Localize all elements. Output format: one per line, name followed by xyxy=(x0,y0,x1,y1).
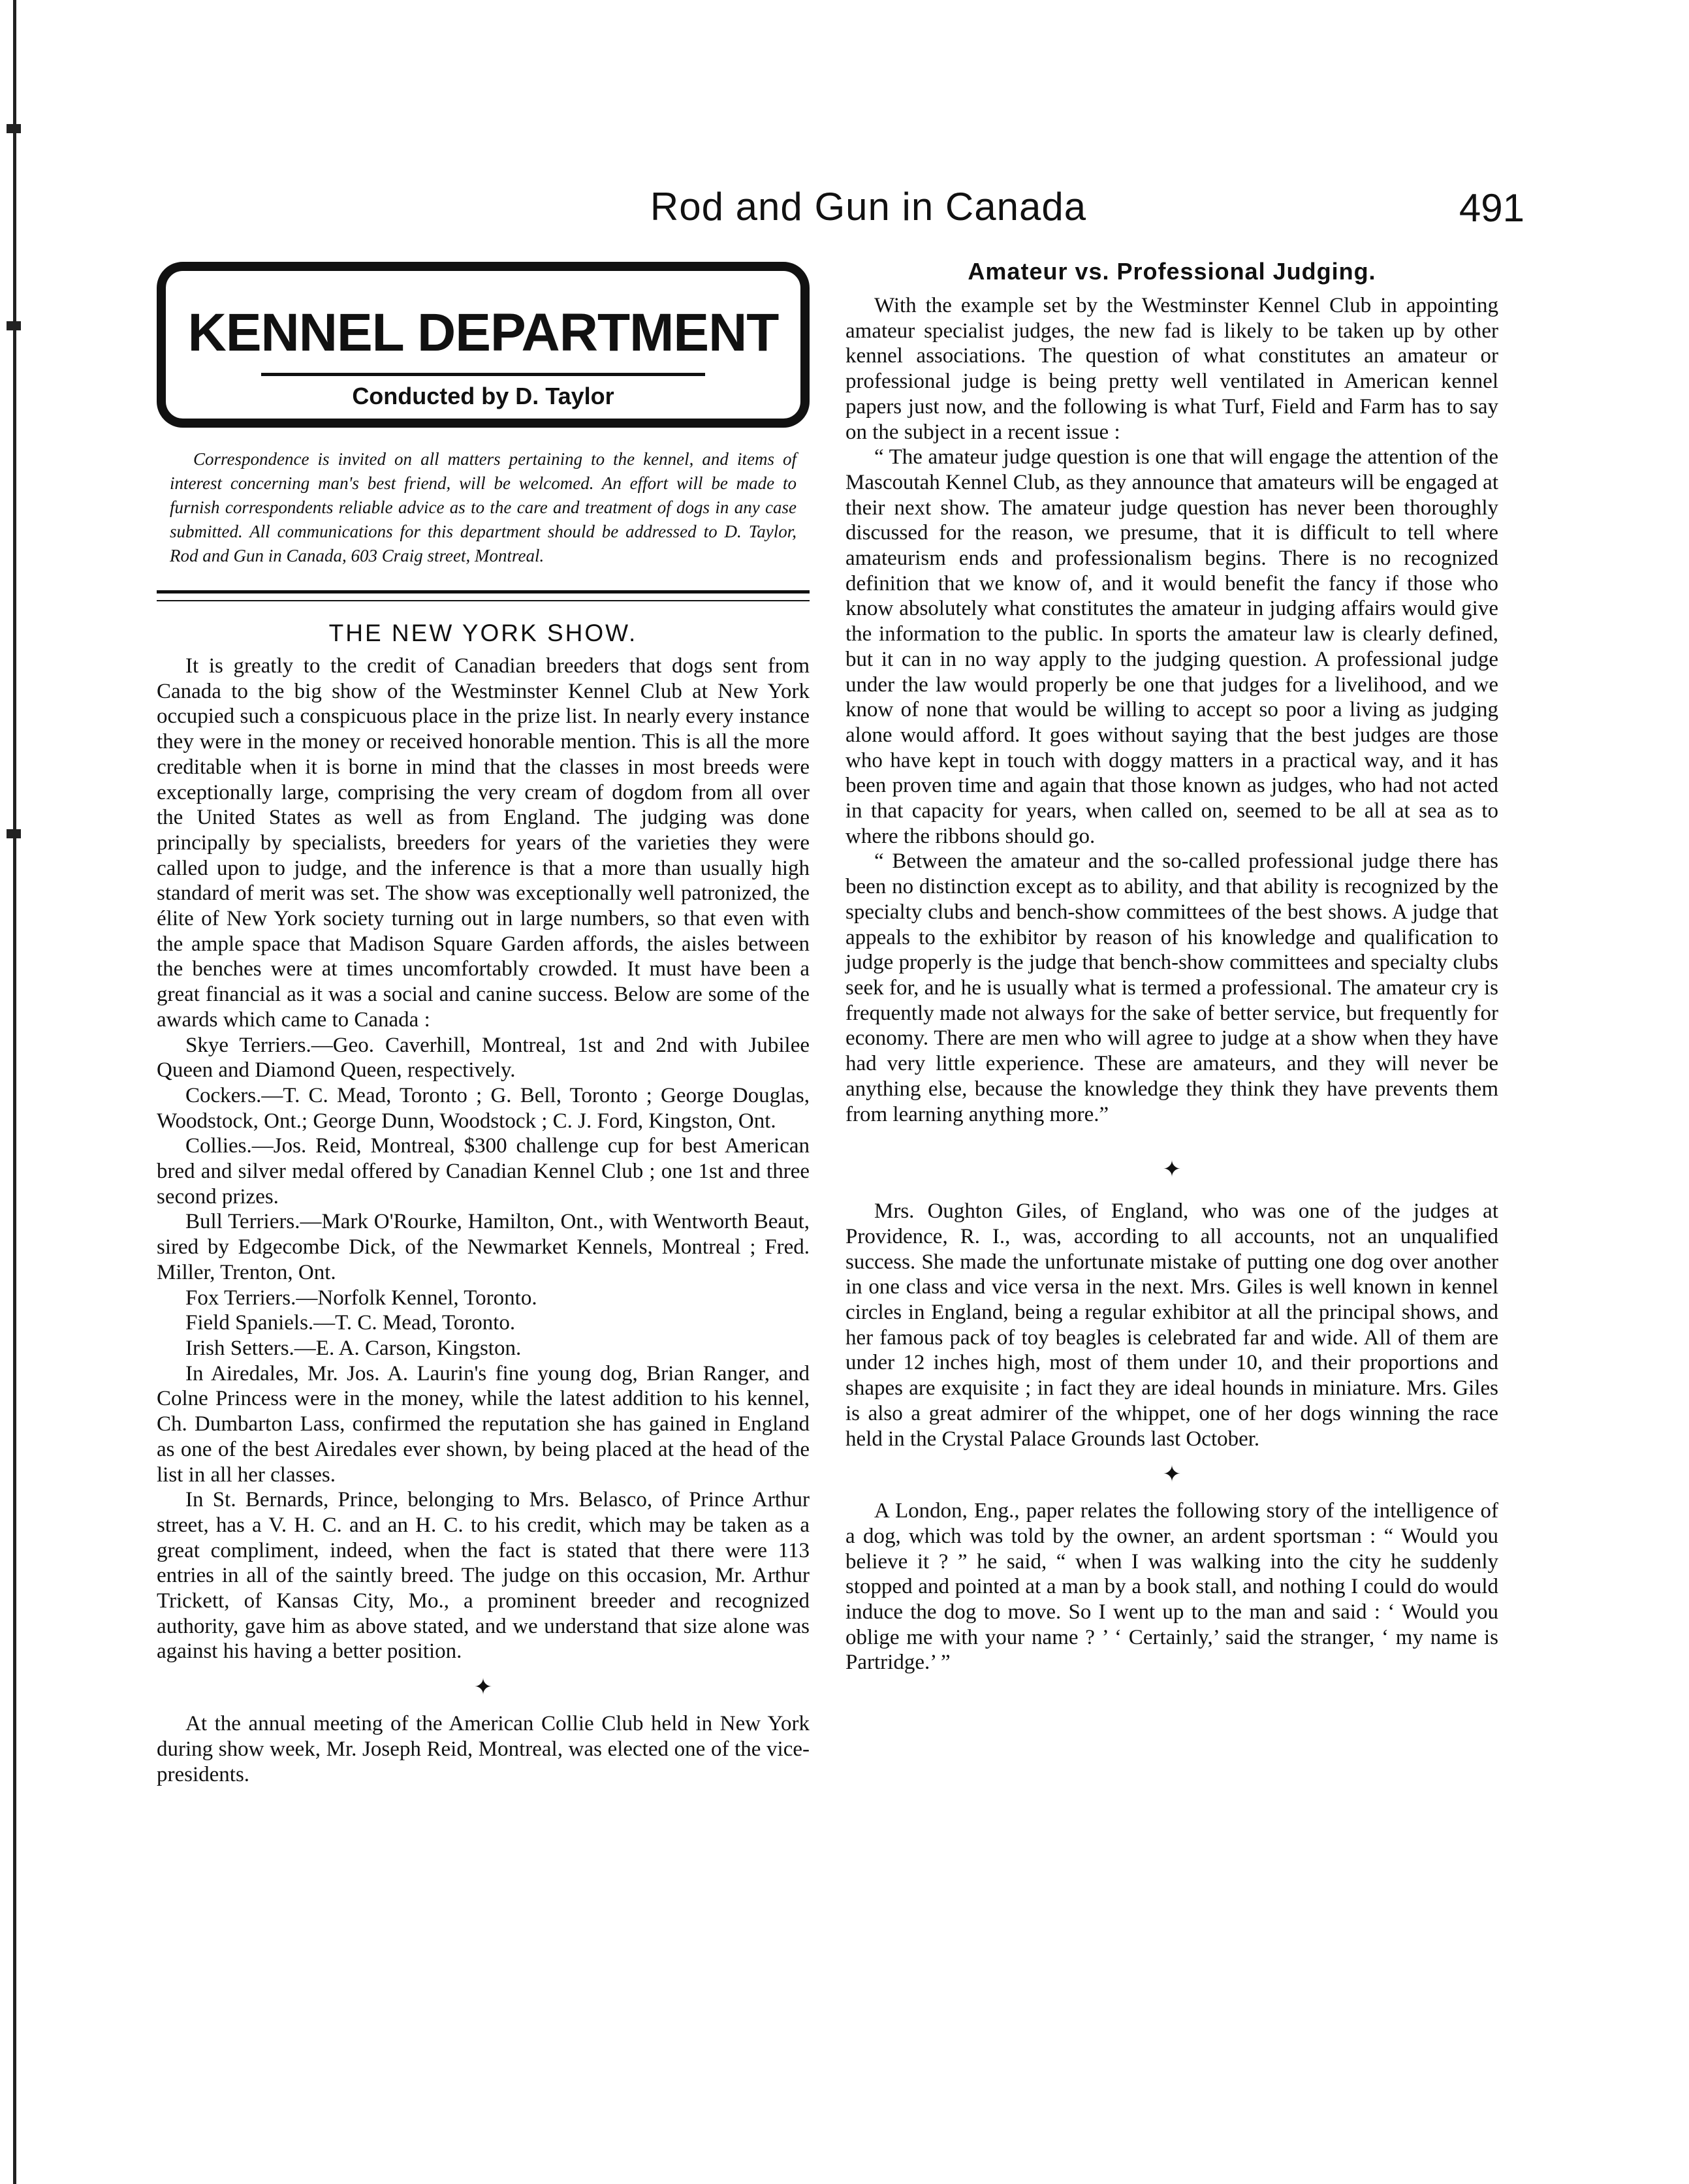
left-column xyxy=(157,258,810,1787)
collie-club-paragraph: At the annual meeting of the American Collie Club held in New York during show week, Mr. Joseph Reid, Montreal, was elected one of the vice-presidents. xyxy=(157,1712,810,1786)
award-bull-terriers: Bull Terriers.—Mark O'Rourke, Hamilton, Ont., with Wentworth Beaut, sired by Edgecombe Dick, of the Newmarket Kennels, Montreal ; Fred. Miller, Trenton, Ont. xyxy=(157,1210,810,1284)
edge-mark xyxy=(7,124,21,133)
award-cockers: Cockers.—T. C. Mead, Toronto ; G. Bell, Toronto ; George Douglas, Woodstock, Ont.; George Dunn, Woodstock ; C. J. Ford, Kingston, Ont. xyxy=(157,1083,810,1133)
separator-ornament: ✦ xyxy=(1162,1158,1182,1182)
banner-title: KENNEL DEPARTMENT xyxy=(187,303,779,362)
banner-byline: Conducted by D. Taylor xyxy=(352,383,614,409)
award-collies: Collies.—Jos. Reid, Montreal, $300 challenge cup for best American bred and silver medal offered by Canadian Kennel Club ; one 1st and three second prizes. xyxy=(157,1134,810,1209)
quoted-paragraph: “ The amateur judge question is one that will engage the attention of the Mascoutah Kennel Club, as they announce that amateurs will be engaged at their next show. The amateur judge question has never been thoroughly discussed for the reason, we presume, that it is difficult to tell where amateurism ends and professionalism begins. There is no recognized definition that we know of, and it would benefit the fancy if those who know absolutely what constitutes the amateur in judging affairs would give the information to the public. In sports the amateur law is clearly defined, but it can in no way apply to the judging question. A professional judge under the law would properly be one that judges for a livelihood, and we know of none that would be willing to accept so poor a living as judging alone would afford. It goes without saying that the best judges are those who have kept in touch with doggy matters in a practical way, and it has been proven time and again that those known as judges, who had not acted in that capacity for years, when called on, seemed to be all at sea as to where the ribbons should go. xyxy=(845,445,1498,848)
article-paragraph: It is greatly to the credit of Canadian breeders that dogs sent from Canada to the big show of the Westminster Kennel Club at New York occupied such a conspicuous place in the prize list. In nearly every instance they were in the money or received honorable mention. This is all the more creditable when it is borne in mind that the classes in most breeds were exceptionally large, comprising the very cream of dogdom from all over the United States as well as from England. The judging was done principally by specialists, breeders for years of the varieties they were called upon to judge, and the inference is that a more than usually high standard of merit was set. The show was exceptionally well patronized, the élite of New York society turning out in large numbers, so that even with the ample space that Madison Square Garden affords, the aisles between the benches were at times uncomfortably crowded. It must have been a great financial as it was a social and canine success. Below are some of the awards which came to Canada : xyxy=(157,654,810,1032)
award-irish-setters: Irish Setters.—E. A. Carson, Kingston. xyxy=(185,1336,522,1360)
editor-note: Correspondence is invited on all matters pertaining to the kennel, and items of interest concerning man's best friend, will be welcomed. An effort will be made to furnish correspondents reliable advice as to the care and treatment of dogs in any case submitted. All communications for this department should be addressed to D. Taylor, Rod and Gun in Canada, 603 Craig street, Montreal. xyxy=(170,449,797,565)
quoted-paragraph: “ Between the amateur and the so-called professional judge there has been no distinction except as to ability, and that ability is recognized by the specialty clubs and bench-show committees of the best shows. A judge that appeals to the exhibitor by reason of his knowledge and qualification to judge properly is the judge that bench-show committees and specialty clubs seek for, and he is usually what is termed a professional. The amateur cry is frequently made not always for the sake of better service, but frequently for economy. There are men who will agree to judge at a show when they have had very little experience. These are amateurs, and they will never be anything else, because the knowledge they think they have prevents them from learning anything more.” xyxy=(845,849,1498,1126)
running-title: Rod and Gun in Canada xyxy=(650,185,1087,229)
edge-mark xyxy=(7,321,21,330)
airedales-paragraph: In Airedales, Mr. Jos. A. Laurin's fine young dog, Brian Ranger, and Colne Princess were in the money, while the latest addition to his kennel, Ch. Dumbarton Lass, confirmed the reputation she has gained in England as one of the best Airedales ever shown, by being placed at the head of the list in all her classes. xyxy=(157,1361,810,1487)
banner-rule xyxy=(261,373,705,376)
award-skye-terriers: Skye Terriers.—Geo. Caverhill, Montreal, 1st and 2nd with Jubilee Queen and Diamond Queen, respectively. xyxy=(157,1033,810,1083)
page-number: 491 xyxy=(1459,186,1524,230)
article-paragraph: With the example set by the Westminster Kennel Club in appointing amateur specialist judges, the new fad is likely to be taken up by other kennel associations. The question of what constitutes an amateur or professional judge is being pretty well ventilated in American kennel papers just now, and the following is what Turf, Field and Farm has to say on the subject in a recent issue : xyxy=(845,294,1498,444)
award-fox-terriers: Fox Terriers.—Norfolk Kennel, Toronto. xyxy=(185,1286,537,1310)
london-dog-story: A London, Eng., paper relates the following story of the intelligence of a dog, which was told by the owner, an ardent sportsman : “ Would you believe it ? ” he said, “ when I was walking into the city he suddenly stopped and pointed at a man by a book stall, and nothing I could do would induce the dog to move. So I went up to the man and said : ‘ Would you oblige me with your name ? ’ ‘ Certainly,’ said the stranger, ‘ my name is Partridge.’ ” xyxy=(845,1499,1498,1675)
section-divider xyxy=(157,590,810,601)
new-york-show-heading: THE NEW YORK SHOW. xyxy=(328,620,638,646)
kennel-department-banner xyxy=(157,262,810,428)
separator-ornament: ✦ xyxy=(473,1675,493,1700)
award-field-spaniels: Field Spaniels.—T. C. Mead, Toronto. xyxy=(185,1311,516,1335)
st-bernards-paragraph: In St. Bernards, Prince, belonging to Mrs. Belasco, of Prince Arthur street, has a V. H. C. and an H. C. to his credit, which may be taken as a great compliment, indeed, when the fact is stated that there were 113 entries in all of the saintly breed. The judge on this occasion, Mr. Arthur Trickett, of Kansas City, Mo., a prominent breeder and recognized authority, gave him as above stated, and we understand that size alone was against his having a better position. xyxy=(157,1488,810,1664)
giles-paragraph: Mrs. Oughton Giles, of England, who was one of the judges at Providence, R. I., was, according to all accounts, not an unqualified success. She made the unfortunate mistake of putting one dog over another in one class and vice versa in the next. Mrs. Giles is well known in kennel circles in England, being a regular exhibitor at all the principal shows, and her famous pack of toy beagles is celebrated far and wide. All of them are under 12 inches high, most of them under 10, and their proportions and shapes are exquisite ; in fact they are ideal hounds in miniature. Mrs. Giles is also a great admirer of the whippet, one of her dogs winning the race held in the Crystal Palace Grounds last October. xyxy=(845,1199,1498,1451)
right-column xyxy=(845,258,1498,1675)
separator-ornament: ✦ xyxy=(1162,1463,1182,1487)
amateur-judging-heading: Amateur vs. Professional Judging. xyxy=(968,258,1376,285)
edge-mark xyxy=(7,829,21,838)
